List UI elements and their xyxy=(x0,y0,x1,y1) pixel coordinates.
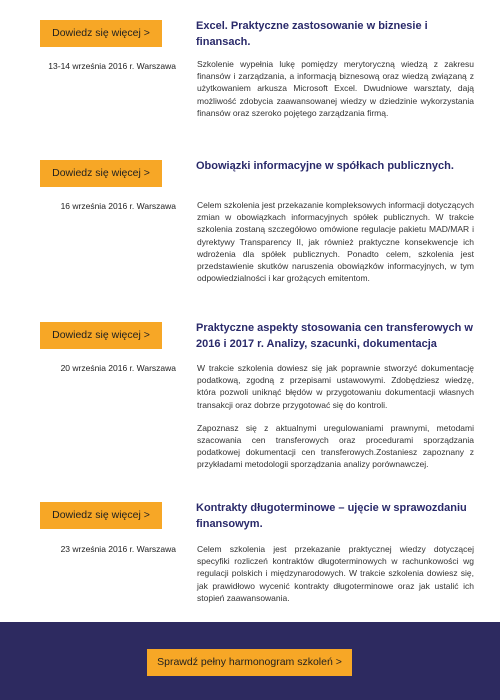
course-title: Excel. Praktyczne zastosowanie w biznesie i finansach. xyxy=(196,20,428,48)
learn-more-button[interactable]: Dowiedz się więcej > xyxy=(40,20,162,47)
course-description-paragraph: Celem szkolenia jest przekazanie kompleksowych informacji dotyczących zmian w obowiązkach informacyjnych spółek publicznych. W trakcie szkolenia zostaną szczegółowo omówione regulacje pakietu MAD/MAR i dyrektywy Transparency II, jak również praktyczne konsekwencje ich wdrożenia dla spółek publicznych. Ponadto celem, szkolenia jest przedstawienie skutków naruszenia obowiązków informacyjnych, w tym odpowiedzialności i kar grożących emitentom. xyxy=(197,200,474,284)
course-title: Praktyczne aspekty stosowania cen transferowych w 2016 i 2017 r. Analizy, szacunki, dokumentacja xyxy=(196,322,473,350)
course-description xyxy=(197,362,474,471)
course-description-paragraph: Celem szkolenia jest przekazanie praktycznej wiedzy dotyczącej specyfiki rozliczeń kontraktów długoterminowych w rachunkowości wg regulacji polskich i międzynarodowych. W trakcie szkolenia dowiesz się, jak prawidłowo wycenić kontrakty długoterminowe oraz jak ustalić ich stopień zaawansowania. xyxy=(197,544,474,603)
learn-more-button[interactable]: Dowiedz się więcej > xyxy=(40,322,162,349)
course-description xyxy=(197,199,474,284)
course-description xyxy=(197,58,474,119)
course-title: Kontrakty długoterminowe – ujęcie w sprawozdaniu finansowym. xyxy=(196,502,467,530)
learn-more-button[interactable]: Dowiedz się więcej > xyxy=(40,502,162,529)
full-schedule-button[interactable]: Sprawdź pełny harmonogram szkoleń > xyxy=(147,649,352,676)
course-description-paragraph: W trakcie szkolenia dowiesz się jak poprawnie stworzyć dokumentację podatkową, zgodną z przepisami ustawowymi. Zdobędziesz wiedzę, która pozwoli uniknąć błędów w przygotowaniu dokumentacji własnych transakcji oraz dobrze przygotować się do kontroli. xyxy=(197,363,474,410)
course-description-paragraph: Szkolenie wypełnia lukę pomiędzy merytoryczną wiedzą z zakresu finansów i zarządzania, a informacją biznesową oraz wiedzą związaną z użytkowaniem arkusza Microsoft Excel. Dwudniowe warsztaty, dają możliwość zdobycia zaawansowanej wiedzy w dziedzinie wykorzystania finansów oraz szeroko pojętego zarządzania firmą. xyxy=(197,59,474,118)
course-description-paragraph: Zapoznasz się z aktualnymi uregulowaniami prawnymi, metodami szacowania cen transferowych oraz procedurami sporządzania podatkowej dokumentacji cen transferowych.Zostaniesz zapoznany z przykładami metodologii sporządzania analizy porównawczej. xyxy=(197,422,474,470)
course-date: 20 września 2016 r. Warszawa xyxy=(60,363,176,373)
course-date: 16 września 2016 r. Warszawa xyxy=(60,201,176,211)
course-date: 13-14 września 2016 r. Warszawa xyxy=(48,61,176,71)
learn-more-button[interactable]: Dowiedz się więcej > xyxy=(40,160,162,187)
course-description xyxy=(197,543,474,604)
course-date: 23 września 2016 r. Warszawa xyxy=(60,544,176,554)
footer-banner xyxy=(0,622,500,700)
course-title: Obowiązki informacyjne w spółkach publicznych. xyxy=(196,160,454,172)
